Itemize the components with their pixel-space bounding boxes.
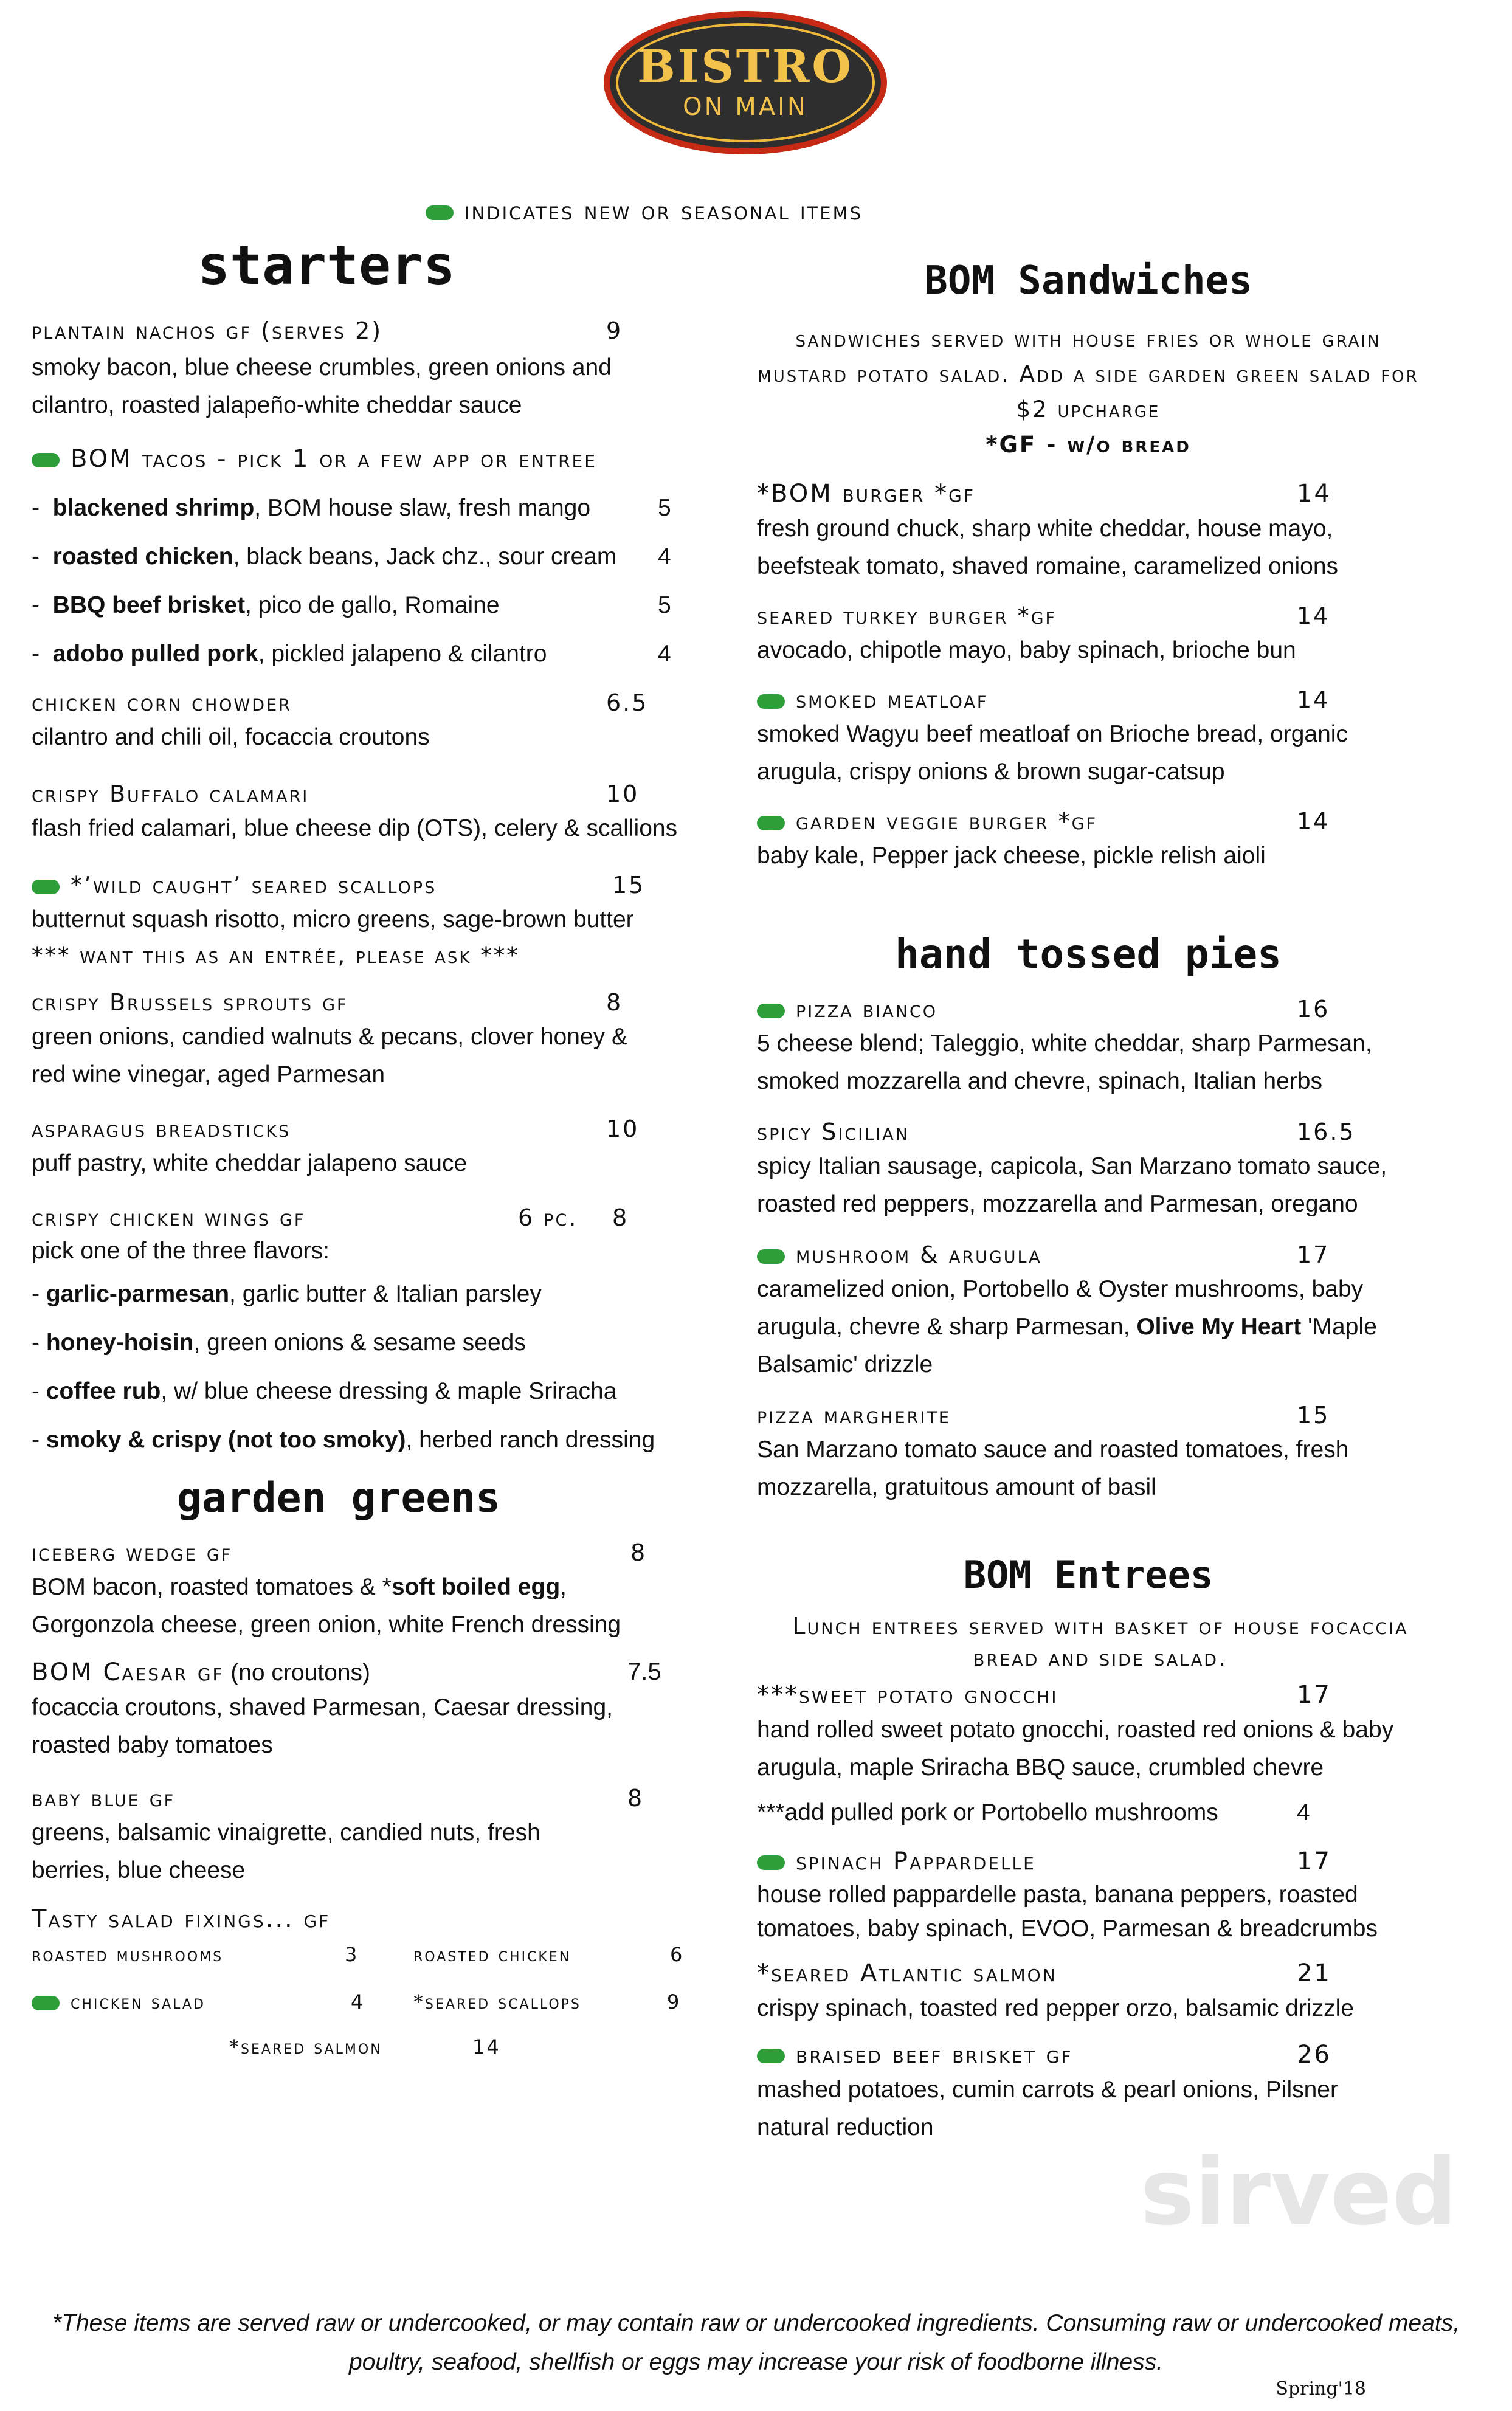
new-item-pill-icon (426, 205, 454, 220)
season-label: Spring'18 (1276, 2378, 1366, 2399)
pizza-bianco: pizza bianco 16 5 cheese blend; Taleggio, white cheddar, sharp Parmesan, smoked mozzarella and chevre, spinach, Italian herbs (757, 996, 1372, 1094)
spicy-sicilian: spicy Sicilian 16.5 spicy Italian sausage, capicola, San Marzano tomato sauce, roasted red peppers, mozzarella and Parmesan, oregano (757, 1119, 1387, 1217)
bom-burger: *BOM burger *gf 14 fresh ground chuck, sharp white cheddar, house mayo, beefsteak tomato, shaved romaine, caramelized onions (757, 480, 1339, 579)
entrees-heading: BOM Entrees (963, 1553, 1213, 1597)
crispy-brussels-sprouts: crispy Brussels sprouts gf 8 green onions, candied walnuts & pecans, clover honey & red wine vinegar, aged Parmesan (32, 989, 627, 1088)
spinach-pappardelle: spinach Pappardelle 17 house rolled pappardelle pasta, banana peppers, roasted tomatoes, baby spinach, EVOO, Parmesan & breadcrumbs (757, 1847, 1378, 1942)
logo-subtitle: ON MAIN (683, 93, 808, 121)
baby-blue: baby blue gf 8 greens, balsamic vinaigrette, candied nuts, fresh berries, blue cheese (32, 1785, 644, 1883)
seared-turkey-burger: seared turkey burger *gf 14 avocado, chipotle mayo, baby spinach, brioche bun (757, 602, 1330, 663)
crispy-buffalo-calamari: crispy Buffalo calamari 10 flash fried calamari, blue cheese dip (OTS), celery & scallions (32, 781, 678, 841)
fixing-item: roasted chicken (413, 1943, 571, 1966)
new-item-pill-icon (32, 880, 60, 894)
new-item-pill-icon (32, 1996, 60, 2010)
smoked-meatloaf: smoked meatloaf 14 smoked Wagyu beef meatloaf on Brioche bread, organic arugula, crispy onions & brown sugar-catsup (757, 686, 1348, 785)
new-item-pill-icon (757, 1004, 785, 1018)
new-item-pill-icon (757, 2049, 785, 2063)
salad-fixings: Tasty salad fixings... gf roasted mushrooms 3 roasted chicken 6 chicken salad 4 *seared scallops 9 *seared salmon 14 (32, 1905, 685, 2058)
fixing-item: chicken salad (32, 1990, 205, 2013)
logo-title: BISTRO (637, 41, 854, 93)
wing-flavor: - garlic-parmesan, garlic butter & Italian parsley (32, 1281, 542, 1307)
starters-heading: starters (198, 234, 455, 297)
fixing-item: *seared scallops (413, 1990, 581, 2013)
garden-greens-heading: garden greens (176, 1474, 501, 1522)
right-column: BOM Sandwiches sandwiches served with house fries or whole grain mustard potato salad. Add a side garden green salad for $2 upcharge *GF - w/o bread *BOM burger *gf 14 fresh ground chuck, sharp white cheddar, house mayo, beefsteak tomato, shaved romaine, caramelized onions seared turkey burger *gf 14 avocado, chipotle mayo, baby spinach, brioche bun smoked meatloaf 14 smoked Wagyu beef meatloaf on Brioche bread, organic arugula, crispy onions & brown sugar-catsup garden veggie burger *gf 14 baby kale, Pepper jack cheese, pickle relish aioli hand tossed pies pizza bianco 16 5 cheese blend; Taleggio, white cheddar, sharp Parmesan, smoked mozzarella and chevre, spinach, Italian herbs spicy Sicilian 16.5 spicy Italian sausage, capicola, San Marzano tomato sauce, roasted red peppers, mozzarella and Parmesan, oregano mushroom & arugula 17 caramelized onion, Portobello & Oyster mushrooms, baby arugula, chevre & sharp Parmesan, Olive My Heart 'Maple Balsamic' drizzle pizza margherite 15 San Marzano tomato sauce and roasted tomatoes, fresh mozzarella, gratuitous amount of basil BOM Entrees Lunch entrees served with basket of house focaccia bread and side salad. ***sweet potato gnocchi 17 hand rolled sweet potato gnocchi, roasted red onions & baby arugula, maple Sriracha BBQ sauce, crumbled chevre ***add pulled pork or Portobello mushrooms 4 spinach Pappardelle 17 house rolled pappardelle pasta, banana peppers, roasted tomatoes, baby spinach, EVOO, Parmesan & breadcrumbs *seared Atlantic salmon 21 crispy spinach, toasted red pepper orzo, balsamic drizzle braised beef brisket gf 26 mashed potatoes, cumin carrots & pearl onions, Pilsner natural reduction (757, 258, 1444, 2147)
sweet-potato-gnocchi: ***sweet potato gnocchi 17 hand rolled sweet potato gnocchi, roasted red onions & baby arugula, maple Sriracha BBQ sauce, crumbled chevre ***add pulled pork or Portobello mushrooms 4 (757, 1681, 1394, 1826)
crispy-chicken-wings: crispy chicken wings gf 6 pc. 8 pick one of the three flavors: - garlic-parmesan, garlic butter & Italian parsley - honey-hoisin, green onions & sesame seeds - coffee rub, w/ blue cheese dressing & maple Sriracha - smoky & crispy (not too smoky), herbed ranch dressing (32, 1204, 719, 1464)
garden-veggie-burger: garden veggie burger *gf 14 baby kale, Pepper jack cheese, pickle relish aioli (757, 808, 1330, 869)
wing-flavor: - coffee rub, w/ blue cheese dressing & maple Sriracha (32, 1378, 617, 1404)
raw-food-disclaimer: *These items are served raw or undercooked, or may contain raw or undercooked ingredients. Consuming raw or undercooked meats, poultry, seafood, shellfish or eggs may increase your risk of foodborne illness. (52, 2310, 1460, 2375)
iceberg-wedge: iceberg wedge gf 8 BOM bacon, roasted tomatoes & *soft boiled egg, Gorgonzola cheese, green onion, white French dressing (32, 1539, 647, 1638)
bom-caesar: BOM Caesar gf (no croutons) 7.5 focaccia croutons, shaved Parmesan, Caesar dressing, roasted baby tomatoes (32, 1658, 661, 1758)
braised-beef-brisket: braised beef brisket gf 26 mashed potatoes, cumin carrots & pearl onions, Pilsner natural reduction (757, 2041, 1338, 2140)
taco-option: - roasted chicken, black beans, Jack chz., sour cream 4 (32, 543, 671, 570)
asparagus-breadsticks: asparagus breadsticks 10 puff pastry, white cheddar jalapeno sauce (32, 1116, 640, 1176)
chicken-corn-chowder: chicken corn chowder 6.5 cilantro and chili oil, focaccia croutons (32, 689, 649, 750)
wing-flavor: - smoky & crispy (not too smoky), herbed ranch dressing (32, 1427, 655, 1453)
taco-option: - blackened shrimp, BOM house slaw, fresh mango 5 (32, 495, 671, 521)
new-item-pill-icon (757, 1855, 785, 1870)
fixing-item: roasted mushrooms (32, 1943, 224, 1966)
mushroom-arugula: mushroom & arugula 17 caramelized onion, Portobello & Oyster mushrooms, baby arugula, chevre & sharp Parmesan, Olive My Heart 'Maple Balsamic' drizzle (757, 1241, 1377, 1378)
sandwiches-heading: BOM Sandwiches (924, 258, 1252, 303)
pizza-margherite: pizza margherite 15 San Marzano tomato sauce and roasted tomatoes, fresh mozzarella, gratuitous amount of basil (757, 1402, 1349, 1500)
fixing-item: *seared salmon (229, 2035, 382, 2058)
legend: indicates new or seasonal items (426, 196, 1094, 226)
taco-option: - BBQ beef brisket, pico de gallo, Romaine 5 (32, 592, 671, 618)
left-column (32, 234, 719, 2083)
new-item-pill-icon (757, 816, 785, 830)
pies-heading: hand tossed pies (895, 931, 1282, 978)
new-item-pill-icon (757, 694, 785, 709)
bistro-logo (604, 11, 887, 154)
wing-flavor: - honey-hoisin, green onions & sesame seeds (32, 1330, 526, 1356)
new-item-pill-icon (32, 453, 60, 467)
sirved-watermark: sirved (1140, 2140, 1457, 2246)
new-item-pill-icon (757, 1249, 785, 1264)
bom-tacos: BOM tacos - pick 1 or a few app or entree - blackened shrimp, BOM house slaw, fresh mango 5 - roasted chicken, black beans, Jack chz., sour cream 4 - BBQ beef brisket, pico de gallo, Romaine 5 - adobo pulled pork, pickled jalapeno & cilantro 4 (32, 440, 719, 678)
taco-option: - adobo pulled pork, pickled jalapeno & cilantro 4 (32, 641, 671, 667)
seared-atlantic-salmon: *seared Atlantic salmon 21 crispy spinach, toasted red pepper orzo, balsamic drizzle (757, 1959, 1354, 2021)
seared-scallops: *’wild caught’ seared scallops 15 butternut squash risotto, micro greens, sage-brown butter *** want this as an entrée, please ask *** (32, 872, 646, 968)
plantain-nachos: plantain nachos gf (serves 2) 9 smoky bacon, blue cheese crumbles, green onions and cilantro, roasted jalapeño-white cheddar sauce (32, 317, 623, 418)
